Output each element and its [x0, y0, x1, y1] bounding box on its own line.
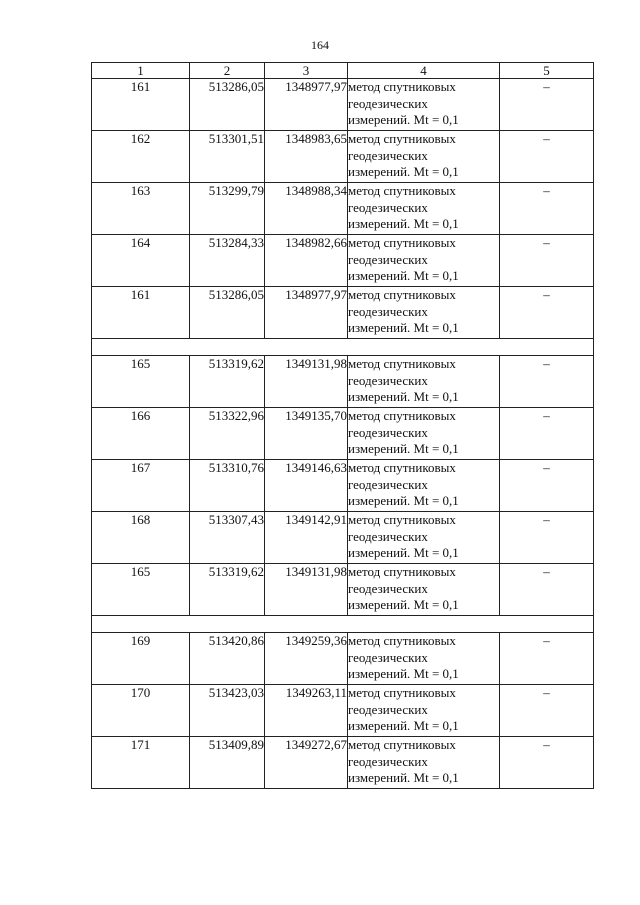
x-coordinate: 513420,86 [190, 633, 265, 685]
method-line-2: геодезических [348, 372, 428, 388]
method-line-3: измерений. Mt = 0,1 [348, 268, 459, 283]
method-line-3: измерений. Mt = 0,1 [348, 112, 459, 127]
method-line-1: метод спутниковых [348, 633, 456, 648]
y-coordinate: 1349135,70 [265, 408, 348, 460]
col5-value: – [500, 512, 594, 564]
method-line-1: метод спутниковых [348, 512, 456, 527]
col5-value: – [500, 356, 594, 408]
point-number: 166 [92, 408, 190, 460]
col5-value: – [500, 235, 594, 287]
method-line-1: метод спутниковых [348, 183, 456, 198]
method-line-2: геодезических [348, 147, 428, 163]
method-line-1: метод спутниковых [348, 131, 456, 146]
method-line-2: геодезических [348, 580, 428, 596]
page-number: 164 [311, 38, 329, 52]
method-line-2: геодезических [348, 95, 428, 111]
y-coordinate: 1348982,66 [265, 235, 348, 287]
x-coordinate: 513319,62 [190, 356, 265, 408]
col5-value: – [500, 460, 594, 512]
x-coordinate: 513301,51 [190, 131, 265, 183]
method-line-2: геодезических [348, 649, 428, 665]
method-line-1: метод спутниковых [348, 408, 456, 423]
table-row [92, 737, 594, 789]
header-col-2: 2 [190, 63, 265, 79]
table-row [92, 287, 594, 339]
y-coordinate: 1349263,11 [265, 685, 348, 737]
method-cell [348, 737, 500, 789]
point-number: 169 [92, 633, 190, 685]
y-coordinate: 1348977,97 [265, 287, 348, 339]
method-cell [348, 79, 500, 131]
table-row [92, 512, 594, 564]
method-line-3: измерений. Mt = 0,1 [348, 216, 459, 231]
y-coordinate: 1349131,98 [265, 356, 348, 408]
method-line-3: измерений. Mt = 0,1 [348, 770, 459, 785]
method-line-1: метод спутниковых [348, 356, 456, 371]
y-coordinate: 1349142,91 [265, 512, 348, 564]
method-line-1: метод спутниковых [348, 460, 456, 475]
table-row [92, 564, 594, 616]
x-coordinate: 513299,79 [190, 183, 265, 235]
y-coordinate: 1348988,34 [265, 183, 348, 235]
x-coordinate: 513310,76 [190, 460, 265, 512]
method-cell [348, 685, 500, 737]
method-line-2: геодезических [348, 701, 428, 717]
point-number: 161 [92, 287, 190, 339]
method-line-1: метод спутниковых [348, 287, 456, 302]
col5-value: – [500, 685, 594, 737]
method-cell [348, 564, 500, 616]
method-cell [348, 287, 500, 339]
y-coordinate: 1349131,98 [265, 564, 348, 616]
method-line-1: метод спутниковых [348, 235, 456, 250]
col5-value: – [500, 633, 594, 685]
coordinates-table [91, 62, 594, 789]
method-line-2: геодезических [348, 199, 428, 215]
header-col-3: 3 [265, 63, 348, 79]
method-line-3: измерений. Mt = 0,1 [348, 545, 459, 560]
point-number: 167 [92, 460, 190, 512]
contour-separator [92, 616, 594, 633]
method-line-3: измерений. Mt = 0,1 [348, 718, 459, 733]
col5-value: – [500, 79, 594, 131]
method-line-1: метод спутниковых [348, 79, 456, 94]
table-row [92, 408, 594, 460]
method-line-2: геодезических [348, 753, 428, 769]
method-line-3: измерений. Mt = 0,1 [348, 666, 459, 681]
x-coordinate: 513307,43 [190, 512, 265, 564]
method-line-2: геодезических [348, 303, 428, 319]
method-line-1: метод спутниковых [348, 564, 456, 579]
point-number: 164 [92, 235, 190, 287]
method-line-3: измерений. Mt = 0,1 [348, 320, 459, 335]
point-number: 163 [92, 183, 190, 235]
method-line-1: метод спутниковых [348, 685, 456, 700]
header-col-4: 4 [348, 63, 500, 79]
y-coordinate: 1349146,63 [265, 460, 348, 512]
method-cell [348, 356, 500, 408]
method-line-3: измерений. Mt = 0,1 [348, 493, 459, 508]
table-row [92, 183, 594, 235]
method-line-2: геодезических [348, 424, 428, 440]
y-coordinate: 1349259,36 [265, 633, 348, 685]
header-col-1: 1 [92, 63, 190, 79]
table-row [92, 356, 594, 408]
method-cell [348, 512, 500, 564]
method-line-1: метод спутниковых [348, 737, 456, 752]
table-row [92, 460, 594, 512]
col5-value: – [500, 737, 594, 789]
x-coordinate: 513322,96 [190, 408, 265, 460]
method-line-2: геодезических [348, 251, 428, 267]
method-line-3: измерений. Mt = 0,1 [348, 597, 459, 612]
contour-separator [92, 339, 594, 356]
x-coordinate: 513286,05 [190, 79, 265, 131]
method-line-2: геодезических [348, 528, 428, 544]
table-row [92, 685, 594, 737]
point-number: 171 [92, 737, 190, 789]
point-number: 165 [92, 356, 190, 408]
method-cell [348, 183, 500, 235]
col5-value: – [500, 564, 594, 616]
col5-value: – [500, 287, 594, 339]
col5-value: – [500, 183, 594, 235]
table-row [92, 131, 594, 183]
header-row [92, 63, 594, 79]
x-coordinate: 513423,03 [190, 685, 265, 737]
point-number: 170 [92, 685, 190, 737]
x-coordinate: 513286,05 [190, 287, 265, 339]
separator-cell [92, 616, 594, 633]
method-cell [348, 131, 500, 183]
method-line-3: измерений. Mt = 0,1 [348, 164, 459, 179]
method-cell [348, 235, 500, 287]
method-line-2: геодезических [348, 476, 428, 492]
col5-value: – [500, 408, 594, 460]
header-col-5: 5 [500, 63, 594, 79]
method-cell [348, 633, 500, 685]
point-number: 168 [92, 512, 190, 564]
x-coordinate: 513409,89 [190, 737, 265, 789]
table-row [92, 79, 594, 131]
method-line-3: измерений. Mt = 0,1 [348, 441, 459, 456]
y-coordinate: 1348983,65 [265, 131, 348, 183]
method-cell [348, 460, 500, 512]
y-coordinate: 1349272,67 [265, 737, 348, 789]
x-coordinate: 513319,62 [190, 564, 265, 616]
y-coordinate: 1348977,97 [265, 79, 348, 131]
point-number: 161 [92, 79, 190, 131]
method-cell [348, 408, 500, 460]
point-number: 165 [92, 564, 190, 616]
separator-cell [92, 339, 594, 356]
point-number: 162 [92, 131, 190, 183]
x-coordinate: 513284,33 [190, 235, 265, 287]
col5-value: – [500, 131, 594, 183]
table-row [92, 235, 594, 287]
method-line-3: измерений. Mt = 0,1 [348, 389, 459, 404]
table-row [92, 633, 594, 685]
